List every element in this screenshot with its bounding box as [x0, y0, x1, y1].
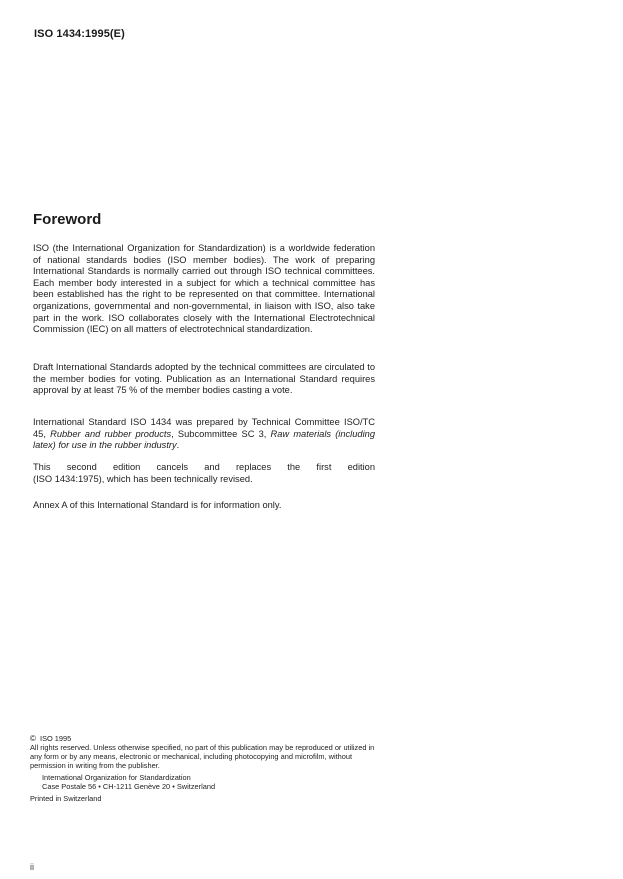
copyright-line: [30, 734, 376, 743]
paragraph-prepared-by: [33, 417, 375, 452]
page-number: ii: [30, 862, 34, 872]
publisher-address: Case Postale 56 • CH-1211 Genève 20 • Switzerland: [42, 782, 216, 791]
subcommittee-name: Raw materials (including latex) for use in the rubber industry: [33, 428, 375, 451]
prepared-by-text: International Standard ISO 1434 was prepared by Technical Committee ISO/TC 45,: [33, 417, 375, 439]
paragraph-annex: Annex A of this International Standard is for information only.: [33, 500, 282, 510]
rights-statement: All rights reserved. Unless otherwise specified, no part of this publication may be reproduced or utilized in any form or by any means, electronic or mechanical, including photocopying and microfilm, without permission in writing from the publisher.: [30, 743, 375, 770]
edition-line-1: This second edition cancels and replaces the first edition: [33, 462, 375, 472]
period: .: [176, 440, 180, 451]
document-id: ISO 1434:1995(E): [34, 28, 125, 40]
edition-line-2: (ISO 1434:1975), which has been technically revised.: [33, 473, 253, 484]
paragraph-draft-standards: Draft International Standards adopted by the technical committees are circulated to the member bodies for voting. Publication as an International Standard requires approval by at least 75 % of the member bodies casting a vote.: [33, 362, 375, 396]
printed-in: Printed in Switzerland: [30, 794, 102, 803]
subcommittee-text: , Subcommittee SC 3,: [171, 428, 271, 439]
publisher-name: International Organization for Standardization: [42, 773, 191, 782]
copyright-block: [30, 734, 376, 803]
committee-name: Rubber and rubber products: [50, 428, 172, 439]
section-title: Foreword: [33, 211, 102, 228]
paragraph-iso-description: ISO (the International Organization for Standardization) is a worldwide federation of national standards bodies (ISO member bodies). The work of preparing International Standards is normally carried out through ISO technical committees. Each member body interested in a subject for which a technical committee has been established has the right to be represented on that committee. International organizations, governmental and non-governmental, in liaison with ISO, also take part in the work. ISO collaborates closely with the International Electrotechnical Commission (IEC) on all matters of electrotechnical standardization.: [33, 243, 375, 335]
copyright-holder: ISO 1995: [40, 734, 72, 743]
copyright-icon: ©: [30, 734, 36, 743]
paragraph-edition: [33, 462, 375, 485]
